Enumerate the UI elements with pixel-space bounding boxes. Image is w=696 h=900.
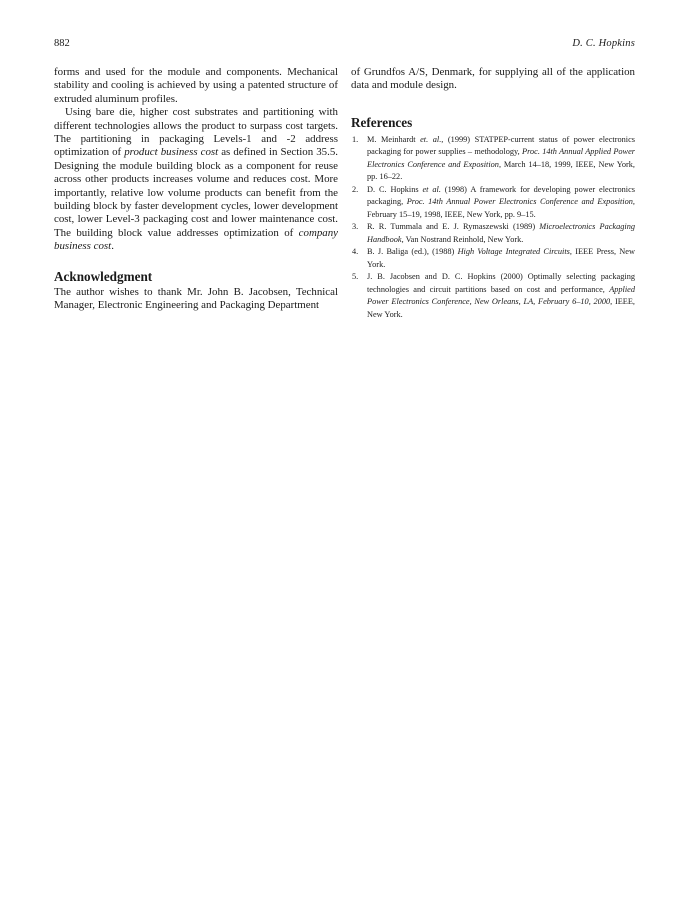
text-run: B. J. Baliga (ed.), (1988) <box>367 247 458 257</box>
emphasis-product-business-cost: product business cost <box>124 146 219 159</box>
body-paragraph-2 <box>54 106 338 253</box>
reference-item-4 <box>351 246 635 271</box>
reference-item-5 <box>351 271 635 321</box>
references-heading: References <box>351 114 413 130</box>
text-run: (1998) A framework for developing power electronics packaging, <box>367 184 635 207</box>
text-run: R. R. Tummala and E. J. Rymaszewski (1989) <box>367 222 540 232</box>
text-run: , March 14–18, 1999, IEEE, New York, pp. 16–22. <box>367 159 635 182</box>
text-run: , IEEE, New York. <box>367 297 635 319</box>
text-run: Proc. 14th Annual Applied Power Electronics Conference and Exposition <box>367 147 635 169</box>
text-run: Using bare die, higher cost substrates and partitioning with different technologies allows the product to surpass cost targets. The partitioning in packaging Levels-1 and -2 address optimization of <box>54 106 338 159</box>
text-run: . <box>111 240 114 253</box>
reference-item-2 <box>351 184 635 222</box>
right-column <box>351 66 635 321</box>
text-run: et. al. <box>420 134 442 144</box>
text-run: , (1999) STATPEP-current status of power electronics packaging for power supplies – methodology, <box>367 134 635 157</box>
text-run: D. C. Hopkins <box>367 184 423 194</box>
text-run: Microelectronics Packaging Handbook <box>367 222 635 244</box>
text-run: J. B. Jacobsen and D. C. Hopkins (2000) Optimally selecting packaging technologies and circuit partitions based on cost and performance, <box>367 272 635 294</box>
reference-item-1 <box>351 134 635 184</box>
acknowledgment-continuation: of Grundfos A/S, Denmark, for supplying all of the application data and module design. <box>351 66 635 92</box>
acknowledgment-heading: Acknowledgment <box>54 268 153 284</box>
left-column <box>54 66 338 313</box>
text-run: , IEEE Press, New York. <box>367 247 635 269</box>
text-run: Applied Power Electronics Conference, New Orleans, LA, February 6–10, 2000 <box>367 284 635 307</box>
text-run: Proc. 14th Annual Power Electronics Conference and Exposition <box>406 197 633 207</box>
reference-number: 1. <box>352 134 359 144</box>
reference-number: 4. <box>352 247 359 257</box>
text-run: , Van Nostrand Reinhold, New York. <box>401 234 524 244</box>
acknowledgment-text: The author wishes to thank Mr. John B. Jacobsen, Technical Manager, Electronic Engineering and Packaging Department <box>54 285 338 312</box>
text-run: , February 15–19, 1998, IEEE, New York, pp. 9–15. <box>367 197 635 219</box>
running-head: D. C. Hopkins <box>572 38 635 49</box>
reference-list <box>351 134 635 322</box>
reference-number: 5. <box>352 272 359 282</box>
emphasis-company-business-cost: company business cost <box>54 226 338 253</box>
page-number: 882 <box>54 38 70 49</box>
reference-item-3 <box>351 221 635 246</box>
text-run: as defined in Section 35.5. Designing the module building block as a component for reuse across other products increases volume and reduces cost. More importantly, relative low volume products can benefit from the building block by faster development cycles, lower development cost, lower Level-3 packaging cost and lower maintenance cost. The building block value addresses optimization of <box>54 146 338 239</box>
body-paragraph-1: forms and used for the module and components. Mechanical stability and cooling is achieved by using a patented structure of extruded aluminum profiles. <box>54 66 338 105</box>
reference-number: 3. <box>352 222 359 232</box>
reference-number: 2. <box>352 184 359 194</box>
text-run: High Voltage Integrated Circuits <box>457 247 570 257</box>
text-run: et al. <box>422 184 441 194</box>
text-run: M. Meinhardt <box>367 134 421 144</box>
